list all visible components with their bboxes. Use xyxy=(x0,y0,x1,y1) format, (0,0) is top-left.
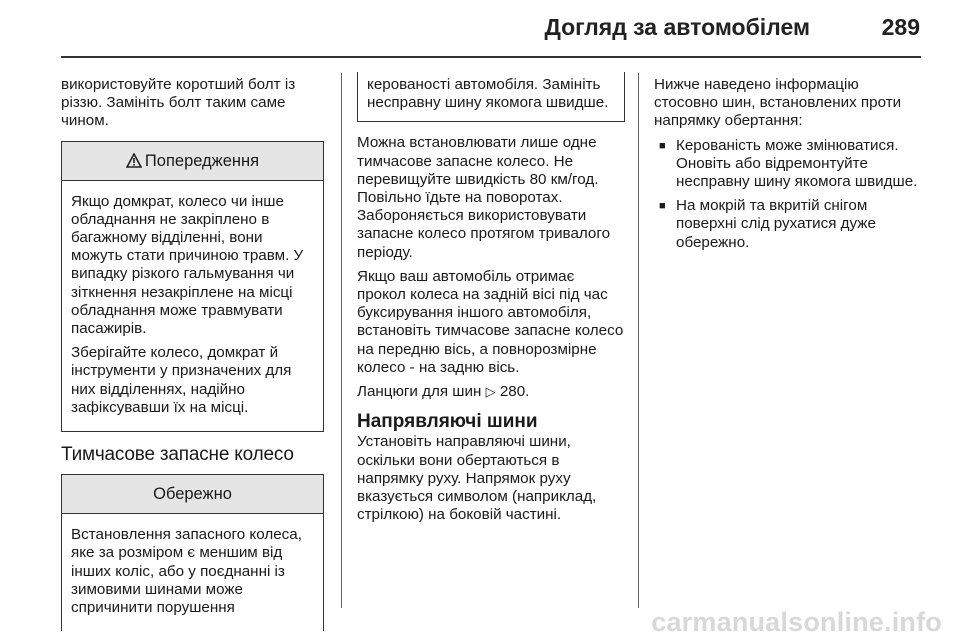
col2-paragraph-4: Установіть направляючі шини, оскільки вони обертаються в напрямку руху. Напрямок руху вказується символом (наприклад, стрілкою) на боковій частині. xyxy=(357,433,597,524)
caution-box xyxy=(61,474,324,631)
page-header-title: Догляд за автомобілем xyxy=(544,14,810,40)
bullet-list xyxy=(654,137,922,252)
warning-box-title: Попередження xyxy=(144,151,260,170)
page-number: 289 xyxy=(881,14,920,40)
warning-paragraph-2: Зберігайте колесо, домкрат й інструменти у призначених для них відділеннях, надійно зафіксувавши їх на місці. xyxy=(71,344,292,416)
list-item: ■ На мокрій та вкритій снігом поверхні слід рухатися дуже обережно. xyxy=(654,197,922,252)
warning-paragraph-1: Якщо домкрат, колесо чи інше обладнання не закріплено в багажному відділенні, вони можуть стати причиною травм. У випадку різкого гальмування чи зіткнення незакріплене на місці обладнання може травмувати пасажирів. xyxy=(71,192,304,338)
list-item: ■ Керованість може змінюватися. Оновіть або відремонтуйте несправну шину якомога швидше. xyxy=(654,137,922,192)
caution-box-title: Обережно xyxy=(153,485,232,504)
col3-intro: Нижче наведено інформацію стосовно шин, встановлених проти напрямку обертання: xyxy=(654,76,902,130)
column-divider-2 xyxy=(638,73,639,608)
column-2 xyxy=(357,76,625,530)
column-3 xyxy=(654,76,922,258)
tire-chains-page-ref[interactable]: 280. xyxy=(499,383,530,401)
warning-triangle-icon xyxy=(126,144,142,182)
warning-box-header xyxy=(62,142,323,181)
page-reference-icon: ▷ xyxy=(485,384,496,400)
subsection-heading-directional-tyres: Напрявляючі шини xyxy=(357,411,538,433)
column-1 xyxy=(61,76,324,631)
column-divider-1 xyxy=(341,73,342,608)
warning-box-body xyxy=(62,181,323,431)
watermark: carmanualsonline.info xyxy=(651,607,942,637)
col2-paragraph-2: Якщо ваш автомобіль отримає прокол колеса на задній вісі під час буксирування іншого автомобіля, встановіть тимчасове запасне колесо на передню вісь, а повнорозмірне колесо - на задню вісь. xyxy=(357,267,624,376)
col2-paragraph-1: Можна встановлювати лише одне тимчасове запасне колесо. Не перевищуйте швидкість 80 км/год. Повільно їдьте на поворотах. Забороняється використовувати запасне колесо протягом тривалого періоду. xyxy=(357,134,611,261)
caution-continued-text: керованості автомобіля. Замініть несправну шину якомога швидше. xyxy=(367,76,609,112)
header-divider xyxy=(61,56,921,58)
section-heading-spare-wheel: Тимчасове запасне колесо xyxy=(61,444,294,466)
caution-box-body xyxy=(62,514,323,631)
warning-box xyxy=(61,141,324,432)
col2-paragraph-3 xyxy=(357,383,625,401)
caution-box-header xyxy=(62,475,323,514)
caution-paragraph-1: Встановлення запасного колеса, яке за розміром є меншим від інших коліс, або у поєднанні із зимовими шинами може спричинити порушення xyxy=(71,526,302,617)
col1-intro: використовуйте коротший болт із різзю. Замініть болт таким саме чином. xyxy=(61,76,296,130)
caution-box-continued xyxy=(357,72,625,122)
tire-chains-text: Ланцюги для шин xyxy=(357,383,482,401)
